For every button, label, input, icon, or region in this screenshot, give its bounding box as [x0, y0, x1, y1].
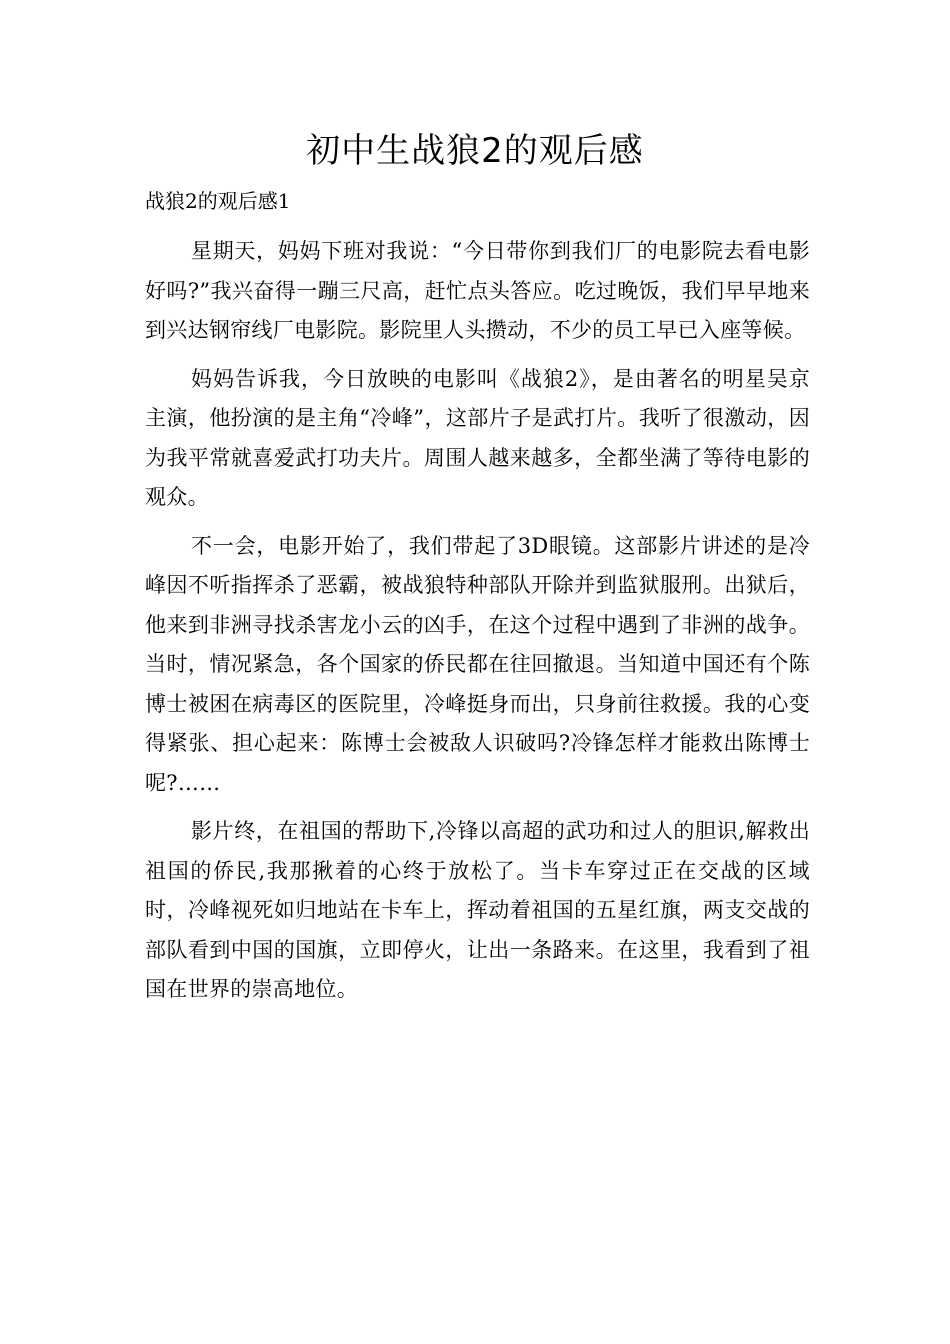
- paragraph-2: 妈妈告诉我，今日放映的电影叫《战狼2》，是由著名的明星吴京主演，他扮演的是主角“冷峰”，这部片子是武打片。我听了很激动，因为我平常就喜爱武打功夫片。周围人越来越多，全都坐满了等待电影的观众。: [145, 366, 810, 509]
- paragraph-3: 不一会，电影开始了，我们带起了3D眼镜。这部影片讲述的是冷峰因不听指挥杀了恶霸，被战狼特种部队开除并到监狱服刑。出狱后，他来到非洲寻找杀害龙小云的凶手，在这个过程中遇到了非洲的战争。当时，情况紧急，各个国家的侨民都在往回撤退。当知道中国还有个陈博士被困在病毒区的医院里，冷峰挺身而出，只身前往救援。我的心变得紧张、担心起来：陈博士会被敌人识破吗?冷锋怎样才能救出陈博士呢?……: [145, 533, 810, 795]
- paragraph-1: 星期天，妈妈下班对我说：“今日带你到我们厂的电影院去看电影好吗?”我兴奋得一蹦三尺高，赶忙点头答应。吃过晚饭，我们早早地来到兴达钢帘线厂电影院。影院里人头攒动，不少的员工早已入座等候。: [145, 239, 810, 342]
- document-body: [145, 232, 810, 1019]
- document-title: 初中生战狼2的观后感: [306, 131, 644, 171]
- paragraph-4: 影片终，在祖国的帮助下,冷锋以高超的武功和过人的胆识,解救出祖国的侨民,我那揪着的心终于放松了。当卡车穿过正在交战的区域时，冷峰视死如归地站在卡车上，挥动着祖国的五星红旗，两支交战的部队看到中国的国旗，立即停火，让出一条路来。在这里，我看到了祖国在世界的崇高地位。: [145, 819, 810, 1001]
- section-heading: 战狼2的观后感1: [145, 189, 291, 213]
